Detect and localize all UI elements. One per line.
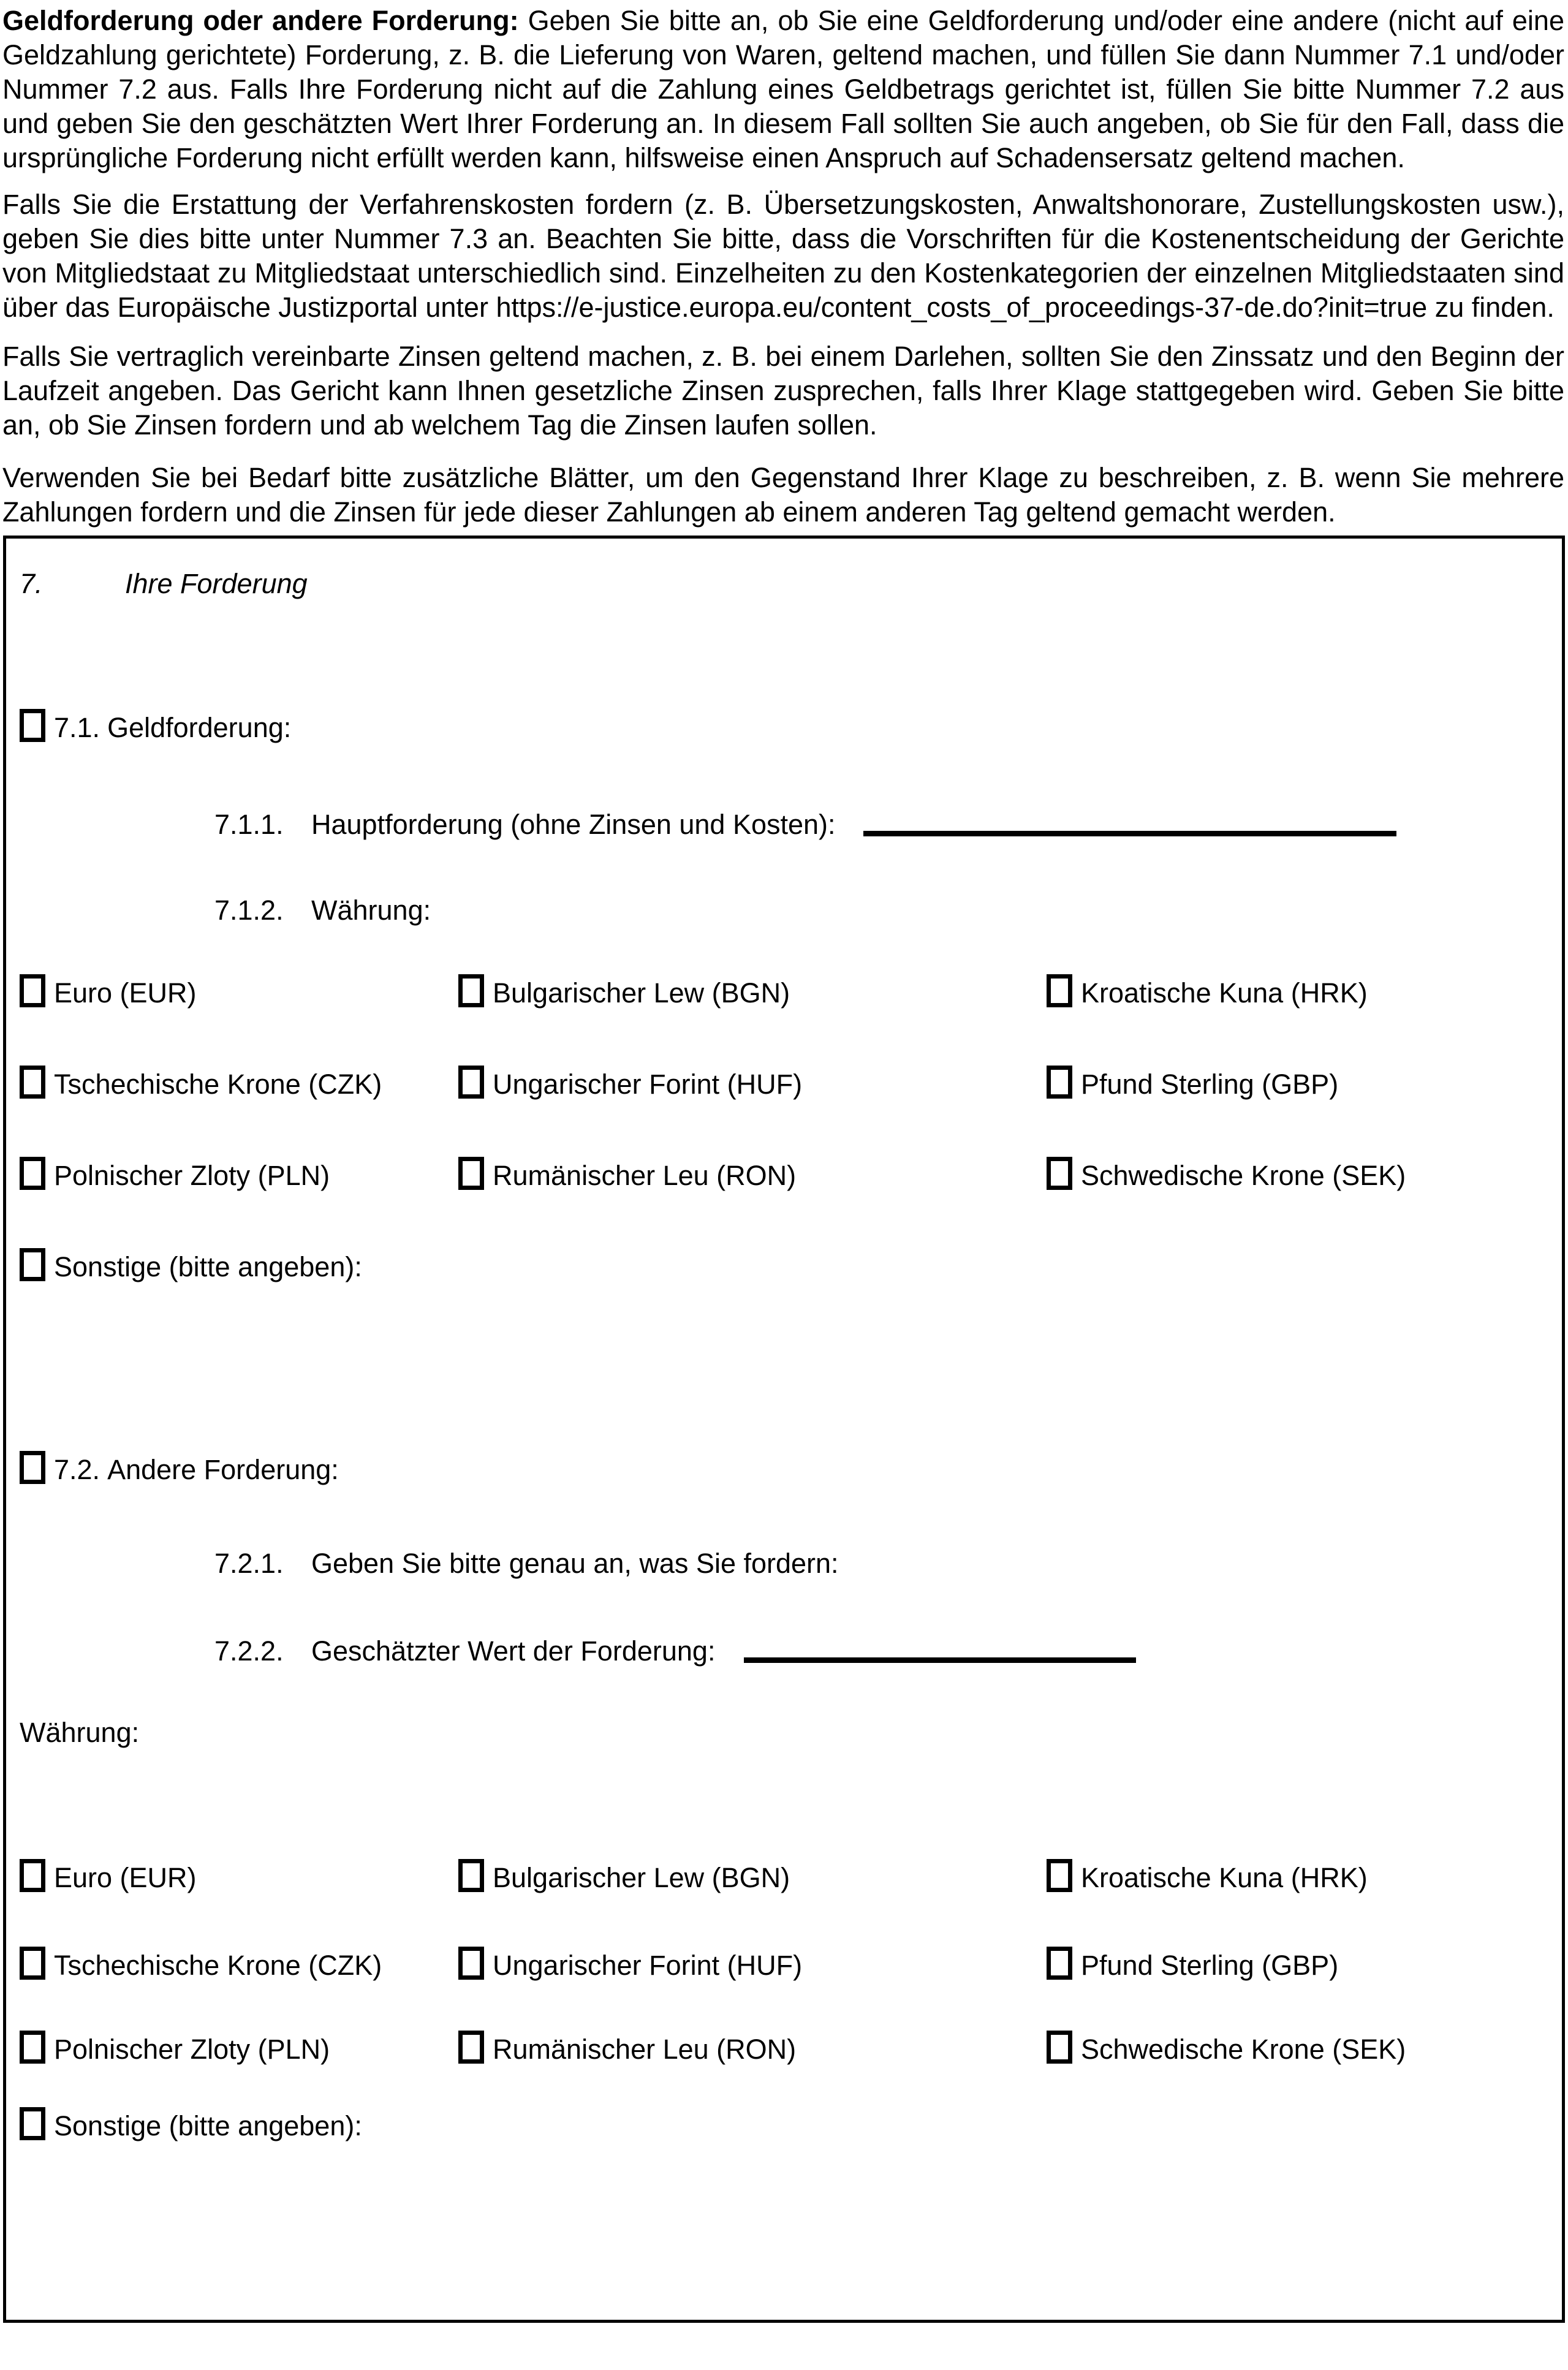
currency-option xyxy=(458,2031,1047,2067)
checkbox-712-currency-czk[interactable] xyxy=(20,1066,45,1099)
section-number: 7. xyxy=(20,568,43,599)
currency-option xyxy=(458,1157,1047,1193)
currency-block-2-row-3 xyxy=(20,2031,1547,2067)
q712-number: 7.1.2. xyxy=(214,895,284,926)
currency-label-sek: Schwedische Krone (SEK) xyxy=(1081,1160,1406,1191)
q721-label: Geben Sie bitte genau an, was Sie fordern: xyxy=(311,1548,839,1579)
row-7-2-2 xyxy=(20,1634,1547,1668)
waehrung-label: Währung: xyxy=(20,1717,140,1748)
checkbox-712-currency-huf[interactable] xyxy=(458,1066,484,1099)
currency-option xyxy=(458,1947,1047,1983)
q711-number: 7.1.1. xyxy=(214,809,284,840)
sonstige-label-2: Sonstige (bitte angeben): xyxy=(54,2110,362,2141)
currency-label-gbp: Pfund Sterling (GBP) xyxy=(1081,1069,1339,1100)
q722-number: 7.2.2. xyxy=(214,1635,284,1667)
currency-label-gbp-2: Pfund Sterling (GBP) xyxy=(1081,1950,1339,1981)
geschaetzter-wert-value-field[interactable] xyxy=(744,1657,1136,1663)
row-7-2-1 xyxy=(20,1547,1547,1581)
currency-label-sek-2: Schwedische Krone (SEK) xyxy=(1081,2034,1406,2065)
currency-label-hrk: Kroatische Kuna (HRK) xyxy=(1081,977,1368,1009)
currency-option xyxy=(20,974,458,1010)
currency-block-1-row-2 xyxy=(20,1066,1547,1102)
currency-option xyxy=(20,1157,458,1193)
q72-label: Andere Forderung: xyxy=(107,1454,339,1485)
sonstige-label-1: Sonstige (bitte angeben): xyxy=(54,1251,362,1282)
checkbox-72-currency-huf[interactable] xyxy=(458,1947,484,1980)
intro-paragraph-2: Falls Sie die Erstattung der Verfahrenskosten fordern (z. B. Übersetzungskosten, Anwaltshonorare, Zustellungskosten usw.), geben Sie dies bitte unter Nummer 7.3 an. Beachten Sie bitte, dass die Vorschriften für die Kostenentscheidung der Gerichte von Mitgliedstaat zu Mitgliedstaat unterschiedlich sind. Einzelheiten zu den Kostenkategorien der einzelnen Mitgliedstaaten sind über das Europäische Justizportal unter https://e-justice.europa.eu/content_costs_of_proceedings-37-de.do?init=true zu finden. xyxy=(2,189,1564,323)
currency-option xyxy=(458,1066,1047,1102)
checkbox-712-currency-sek[interactable] xyxy=(1047,1157,1072,1190)
currency-option xyxy=(458,974,1047,1010)
checkbox-72-currency-hrk[interactable] xyxy=(1047,1859,1072,1892)
currency-block-2-row-1 xyxy=(20,1859,1547,1895)
currency-label-huf: Ungarischer Forint (HUF) xyxy=(493,1069,803,1100)
currency-block-2-sonstige xyxy=(20,2107,1547,2143)
currency-option xyxy=(1047,1947,1547,1983)
intro-p1-lead: Geldforderung oder andere Forderung: xyxy=(2,5,519,36)
checkbox-712-currency-gbp[interactable] xyxy=(1047,1066,1072,1099)
row-7-1-1 xyxy=(20,808,1547,842)
currency-option xyxy=(20,2031,458,2067)
checkbox-72-currency-sonstige[interactable] xyxy=(20,2107,45,2140)
checkbox-72-currency-gbp[interactable] xyxy=(1047,1947,1072,1980)
q712-label: Währung: xyxy=(311,895,431,926)
currency-label-hrk-2: Kroatische Kuna (HRK) xyxy=(1081,1862,1368,1893)
currency-label-czk: Tschechische Krone (CZK) xyxy=(54,1069,382,1100)
q711-label: Hauptforderung (ohne Zinsen und Kosten): xyxy=(311,809,836,840)
q72-number: 7.2. xyxy=(54,1454,100,1485)
checkbox-7-1-geldforderung[interactable] xyxy=(20,709,45,742)
currency-option xyxy=(20,1066,458,1102)
currency-label-huf-2: Ungarischer Forint (HUF) xyxy=(493,1950,803,1981)
currency-label-bgn-2: Bulgarischer Lew (BGN) xyxy=(493,1862,790,1893)
currency-label-eur-2: Euro (EUR) xyxy=(54,1862,197,1893)
section-title: Ihre Forderung xyxy=(125,568,308,599)
currency-block-2-row-2 xyxy=(20,1947,1547,1983)
intro-notes xyxy=(0,4,1568,529)
currency-label-bgn: Bulgarischer Lew (BGN) xyxy=(493,977,790,1009)
q722-label: Geschätzter Wert der Forderung: xyxy=(311,1635,716,1667)
currency-option xyxy=(20,1859,458,1895)
hauptforderung-value-field[interactable] xyxy=(863,831,1396,836)
q721-number: 7.2.1. xyxy=(214,1548,284,1579)
currency-block-1-row-3 xyxy=(20,1157,1547,1193)
currency-block-1-row-1 xyxy=(20,974,1547,1010)
currency-label-pln-2: Polnischer Zloty (PLN) xyxy=(54,2034,330,2065)
checkbox-712-currency-hrk[interactable] xyxy=(1047,974,1072,1007)
currency-option xyxy=(1047,1157,1547,1193)
currency-option xyxy=(1047,2031,1547,2067)
row-7-1 xyxy=(20,709,1547,745)
checkbox-712-currency-bgn[interactable] xyxy=(458,974,484,1007)
checkbox-72-currency-eur[interactable] xyxy=(20,1859,45,1892)
currency-option xyxy=(1047,1066,1547,1102)
checkbox-712-currency-ron[interactable] xyxy=(458,1157,484,1190)
checkbox-7-2-andere-forderung[interactable] xyxy=(20,1451,45,1484)
q71-label: Geldforderung: xyxy=(107,712,292,743)
currency-label-ron-2: Rumänischer Leu (RON) xyxy=(493,2034,797,2065)
checkbox-712-currency-eur[interactable] xyxy=(20,974,45,1007)
currency-label-eur: Euro (EUR) xyxy=(54,977,197,1009)
checkbox-72-currency-bgn[interactable] xyxy=(458,1859,484,1892)
checkbox-72-currency-czk[interactable] xyxy=(20,1947,45,1980)
row-7-1-2 xyxy=(20,893,1547,928)
checkbox-72-currency-pln[interactable] xyxy=(20,2031,45,2064)
currency-label-pln: Polnischer Zloty (PLN) xyxy=(54,1160,330,1191)
currency-option xyxy=(20,1947,458,1983)
currency-block-1-sonstige xyxy=(20,1248,1547,1284)
currency-option xyxy=(1047,974,1547,1010)
section-7-box xyxy=(3,536,1565,2323)
checkbox-712-currency-pln[interactable] xyxy=(20,1157,45,1190)
q71-number: 7.1. xyxy=(54,712,100,743)
row-7-2 xyxy=(20,1451,1547,1487)
currency-label-ron: Rumänischer Leu (RON) xyxy=(493,1160,797,1191)
checkbox-72-currency-sek[interactable] xyxy=(1047,2031,1072,2064)
section-7-heading xyxy=(20,567,1547,601)
currency-option xyxy=(1047,1859,1547,1895)
currency-label-czk-2: Tschechische Krone (CZK) xyxy=(54,1950,382,1981)
intro-paragraph-3: Falls Sie vertraglich vereinbarte Zinsen geltend machen, z. B. bei einem Darlehen, sollten Sie den Zinssatz und den Beginn der Laufzeit angeben. Das Gericht kann Ihnen gesetzliche Zinsen zusprechen, falls Ihrer Klage stattgegeben wird. Geben Sie bitte an, ob Sie Zinsen fordern und ab welchem Tag die Zinsen laufen sollen. xyxy=(2,341,1564,441)
checkbox-712-currency-sonstige[interactable] xyxy=(20,1248,45,1281)
intro-p1-text: Geben Sie bitte an, ob Sie eine Geldforderung und/oder eine andere (nicht auf eine Geldzahlung gerichtete) Forderung, z. B. die Lieferung von Waren, geltend machen, und füllen Sie dann Nummer 7.1 und/oder Nummer 7.2 aus. Falls Ihre Forderung nicht auf die Zahlung eines Geldbetrags gerichtet ist, füllen Sie bitte Nummer 7.2 aus und geben Sie den geschätzten Wert Ihrer Forderung an. In diesem Fall sollten Sie auch angeben, ob Sie für den Fall, dass die ursprüngliche Forderung nicht erfüllt werden kann, hilfsweise einen Anspruch auf Schadensersatz geltend machen. xyxy=(2,5,1564,173)
checkbox-72-currency-ron[interactable] xyxy=(458,2031,484,2064)
currency-option xyxy=(458,1859,1047,1895)
intro-paragraph-1 xyxy=(2,4,1564,175)
intro-paragraph-4: Verwenden Sie bei Bedarf bitte zusätzliche Blätter, um den Gegenstand Ihrer Klage zu beschreiben, z. B. wenn Sie mehrere Zahlungen fordern und die Zinsen für jede dieser Zahlungen ab einem anderen Tag geltend gemacht werden. xyxy=(2,462,1564,528)
